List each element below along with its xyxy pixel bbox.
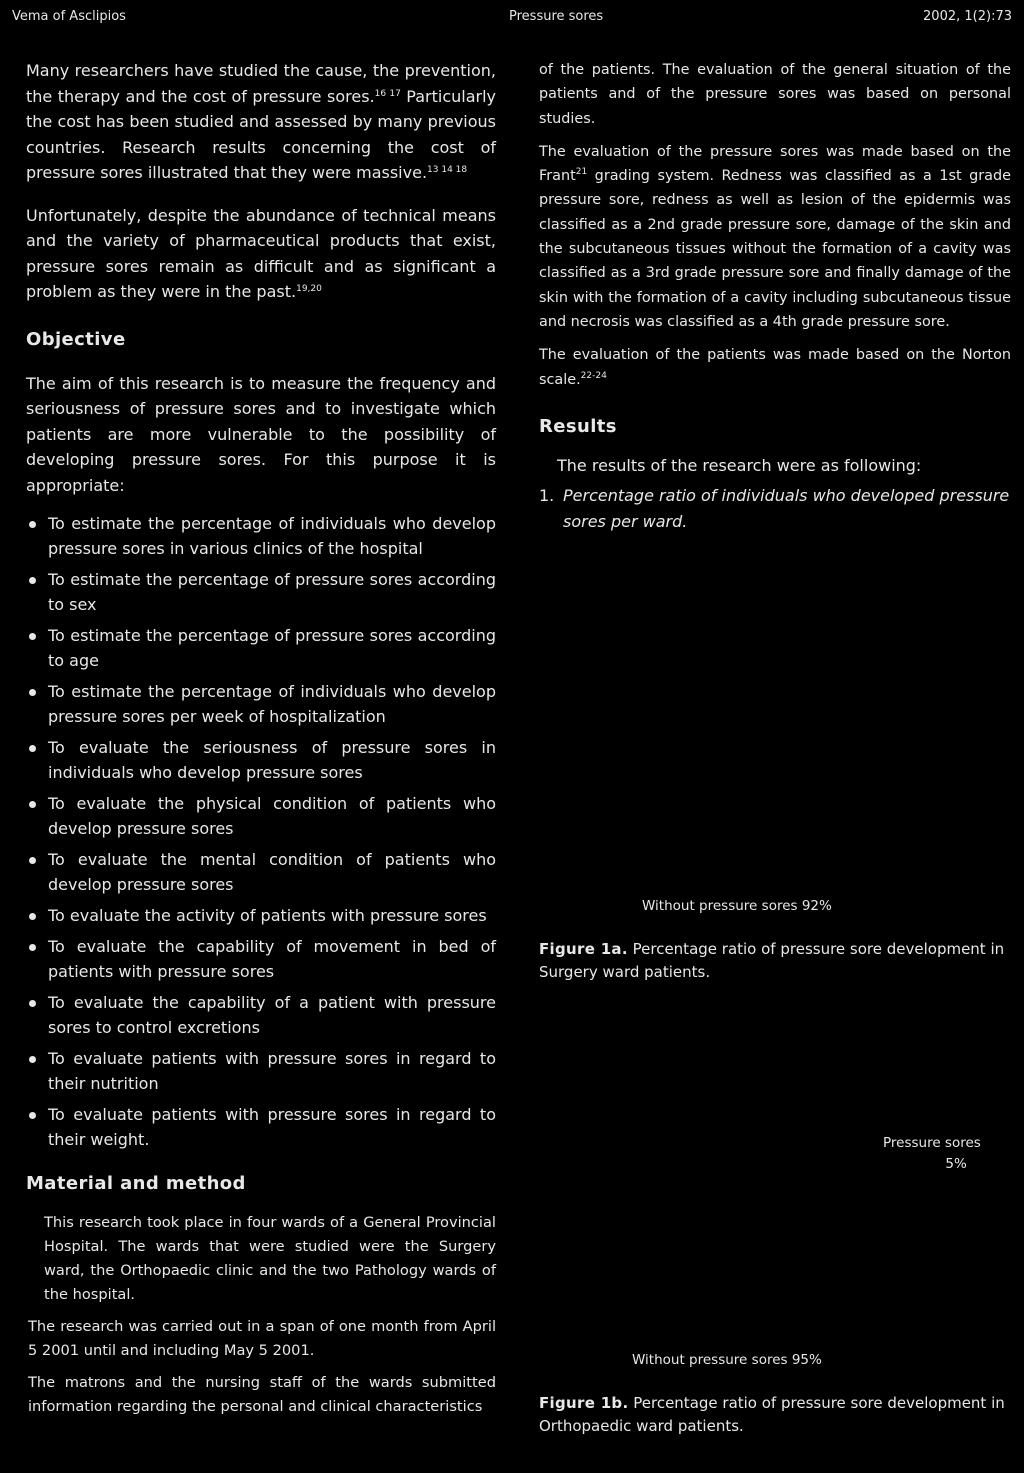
bullet-icon (29, 577, 36, 584)
journal-name: Vema of Asclipios (12, 9, 126, 24)
objective-item (26, 791, 496, 841)
objective-heading: Objective (26, 328, 126, 350)
bullet-icon (29, 857, 36, 864)
intro-paragraph-2 (26, 203, 496, 305)
figure-caption (539, 938, 1011, 984)
bullet-icon (29, 689, 36, 696)
grading-text-b: grading system. Redness was classified as a 1st grade pressure sore, redness as well as lesion of the epidermis was classified as a 2nd grade pressure sore, damage of the skin and the subcutaneous tissues without the formation of a cavity was classified as a 3rd grade pressure sore and finally damage of the skin with the formation of a cavity including subcutaneous tissue and necrosis was classified as a 4th grade pressure sore. (539, 168, 1011, 330)
grading-text-a: The evaluation of the pressure sores was made based on the Frant (539, 143, 1011, 185)
bullet-icon (29, 801, 36, 808)
objective-text: To evaluate the capability of a patient with pressure sores to control excretions (48, 993, 496, 1037)
results-item-number: 1. (539, 485, 555, 505)
bullet-icon (29, 1000, 36, 1007)
objective-item (26, 903, 496, 928)
objective-item (26, 567, 496, 617)
objective-text: To estimate the percentage of individuals who develop pressure sores in various clinics of the hospital (48, 514, 496, 558)
results-heading: Results (539, 415, 617, 437)
bullet-icon (29, 1112, 36, 1119)
objective-text: To estimate the percentage of pressure sores according to age (48, 626, 496, 670)
objective-item (26, 1046, 496, 1096)
right-paragraph-1: of the patients. The evaluation of the general situation of the patients and of the pressure sores was based on personal studies. (539, 62, 1011, 127)
objective-text: To estimate the percentage of individuals who develop pressure sores per week of hospitalization (48, 682, 496, 726)
objective-item (26, 1102, 496, 1152)
pie-slice-name: Pressure sores (883, 1135, 981, 1151)
pie-slice-percent: 5% (945, 1156, 967, 1172)
objective-text: To estimate the percentage of pressure sores according to sex (48, 570, 496, 614)
method-paragraph-2: The research was carried out in a span of one month from April 5 2001 until and including May 5 2001. (28, 1318, 496, 1359)
objective-text: To evaluate the physical condition of patients who develop pressure sores (48, 794, 496, 838)
right-paragraph-3 (539, 343, 1011, 392)
running-title: Pressure sores (509, 9, 604, 24)
figure-label: Figure 1a. (539, 940, 628, 958)
bullet-icon (29, 1056, 36, 1063)
objective-item (26, 847, 496, 897)
bullet-icon (29, 633, 36, 640)
figure-label: Figure 1b. (539, 1394, 629, 1412)
objective-text: To evaluate patients with pressure sores in regard to their weight. (48, 1105, 496, 1149)
objective-text: To evaluate the capability of movement in bed of patients with pressure sores (48, 937, 496, 981)
method-paragraph-1: This research took place in four wards of a General Provincial Hospital. The wards that were studied were the Surgery ward, the Orthopaedic clinic and the two Pathology wards of the hospital. (44, 1214, 496, 1303)
results-intro: The results of the research were as following: (557, 455, 922, 475)
method-paragraph-3: The matrons and the nursing staff of the wards submitted information regarding the personal and clinical characteristics (28, 1374, 496, 1415)
objective-item (26, 679, 496, 729)
citation: 16 17 (374, 88, 401, 99)
results-item (539, 483, 1011, 535)
intro-text-1b: Particularly the cost has been studied and assessed by many previous countries. Research results concerning the cost of pressure sores illustrated that they were massive. (26, 86, 497, 182)
objective-text: To evaluate the activity of patients with pressure sores (48, 906, 487, 925)
running-header (0, 9, 1024, 29)
left-column (26, 58, 496, 1419)
bullet-icon (29, 913, 36, 920)
caption-text: Percentage ratio of pressure sore development in Surgery ward patients. (539, 940, 1005, 981)
figure-caption (539, 1392, 1011, 1438)
intro-text-2: Unfortunately, despite the abundance of technical means and the variety of pharmaceutical products that exist, pressure sores remain as difficult and as significant a problem as they were in the past. (26, 205, 496, 301)
bullet-icon (29, 944, 36, 951)
pie-label-without-sores: Without pressure sores 92% (642, 898, 832, 914)
caption-text: Percentage ratio of pressure sore development in Orthopaedic ward patients. (539, 1394, 1005, 1435)
objective-item (26, 623, 496, 673)
citation: 13 14 18 (427, 165, 468, 175)
citation: 21 (575, 167, 588, 178)
intro-text-1a: Many researchers have studied the cause, the prevention, the therapy and the cost of pressure sores. (26, 61, 496, 106)
objective-item (26, 934, 496, 984)
intro-paragraph-1 (26, 58, 496, 186)
figure-1a (539, 530, 1011, 990)
bullet-icon (29, 745, 36, 752)
bullet-icon (29, 521, 36, 528)
method-heading: Material and method (26, 1173, 246, 1194)
right-column (539, 58, 1011, 535)
objective-item (26, 511, 496, 561)
objective-text: To evaluate patients with pressure sores in regard to their nutrition (48, 1049, 496, 1093)
objective-item (26, 735, 496, 785)
objective-list (26, 511, 496, 1152)
objective-text: To evaluate the mental condition of patients who develop pressure sores (48, 850, 496, 894)
citation: 22-24 (580, 370, 607, 381)
issue-info: 2002, 1(2):73 (923, 9, 1012, 24)
citation: 19,20 (296, 284, 322, 294)
right-paragraph-2 (539, 140, 1011, 334)
objective-text: To evaluate the seriousness of pressure sores in individuals who develop pressure sores (48, 738, 496, 782)
pie-label-without-sores: Without pressure sores 95% (632, 1352, 822, 1368)
objective-item (26, 990, 496, 1040)
objective-intro: The aim of this research is to measure the frequency and seriousness of pressure sores and to investigate which patients are more vulnerable to the possibility of developing pressure sores. For this purpose it is appropriate: (26, 373, 496, 495)
results-item-text: Percentage ratio of individuals who developed pressure sores per ward. (563, 485, 1010, 531)
figure-1b (539, 1130, 1011, 1450)
norton-text: The evaluation of the patients was made based on the Norton scale. (539, 347, 1011, 388)
pie-label-pressure-sores (883, 1133, 981, 1175)
